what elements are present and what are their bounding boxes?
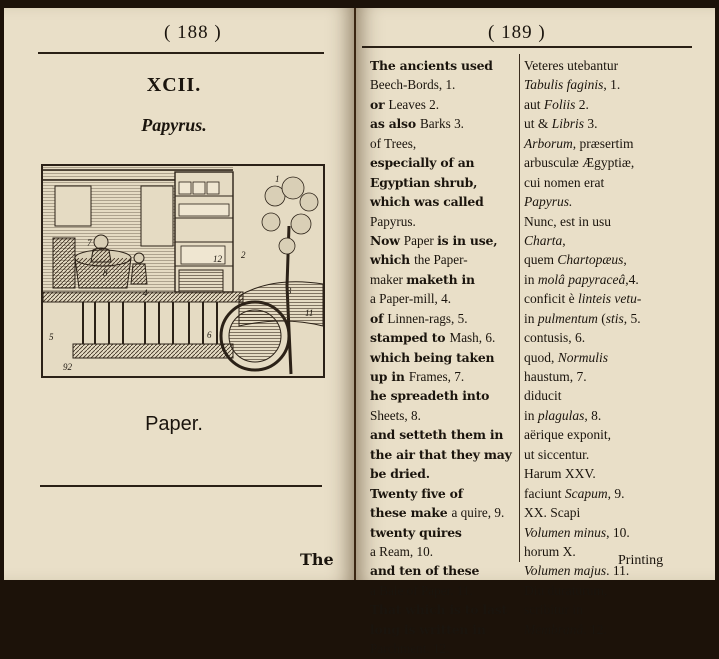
english-line xyxy=(370,75,520,94)
english-text-run: of Trees, xyxy=(370,135,417,151)
lesson-title: Papyrus. xyxy=(141,115,207,135)
latin-text-run: Normulis xyxy=(557,349,609,365)
page-number-left: ( 188 ) xyxy=(164,22,222,43)
english-line xyxy=(370,250,520,269)
latin-line xyxy=(524,445,709,464)
latin-text-run: Scapum xyxy=(564,485,608,501)
latin-line xyxy=(524,367,709,386)
english-text-run: and ten of these xyxy=(370,563,480,579)
english-text-run: a Ream, 10. xyxy=(370,543,433,559)
english-text-run: Egyptian shrub, xyxy=(370,174,478,190)
english-text-run: up in xyxy=(370,369,409,384)
english-text-run: The ancients used xyxy=(370,58,493,73)
english-text-run: That which is to last xyxy=(370,602,508,618)
latin-line xyxy=(524,600,709,619)
english-line xyxy=(370,270,520,289)
latin-text-run: ut & xyxy=(524,116,552,132)
lesson-caption: Paper. xyxy=(145,413,203,435)
latin-text-run: , 1. xyxy=(603,77,621,93)
english-text-run: be dried. xyxy=(370,466,430,482)
engraving-label-2: 2 xyxy=(241,250,246,260)
latin-line xyxy=(524,523,709,542)
engraving-label-4: 4 xyxy=(143,288,148,298)
english-line xyxy=(370,639,520,658)
english-line xyxy=(370,386,520,405)
catchword-left: The xyxy=(300,550,334,569)
latin-text-run: 3. xyxy=(584,116,598,132)
latin-line xyxy=(524,542,709,561)
lesson-number: XCII. xyxy=(146,74,202,96)
latin-text-run: , 10. xyxy=(606,524,630,540)
latin-text-run: Nunc, est in usu xyxy=(524,213,611,229)
english-line xyxy=(370,289,520,308)
latin-text-run: quod, xyxy=(524,349,558,365)
latin-text-run: aut xyxy=(524,96,544,112)
english-line xyxy=(370,367,520,386)
latin-line xyxy=(524,348,709,367)
latin-line xyxy=(524,75,709,94)
header-rule-right xyxy=(362,46,692,48)
english-text-run: a quire, 9. xyxy=(451,505,505,521)
latin-text-run: linteis vetu- xyxy=(577,291,642,307)
latin-line xyxy=(524,114,709,133)
english-line xyxy=(370,212,520,231)
english-text-run: is in use, xyxy=(437,232,498,248)
latin-text-run: in xyxy=(524,271,538,287)
latin-text-run: faciunt xyxy=(524,485,565,501)
latin-text-run: , 9. xyxy=(607,485,625,501)
english-line xyxy=(370,328,520,347)
english-text-run: Leaves 2. xyxy=(388,96,440,112)
engraving-label-5: 5 xyxy=(49,332,54,342)
engraving-label-8: 8 xyxy=(103,268,108,278)
latin-line xyxy=(524,95,709,114)
latin-text-run: , xyxy=(562,232,566,248)
english-line xyxy=(370,425,520,444)
latin-text-run: , 5. xyxy=(623,310,641,326)
english-text-run: he spreadeth into xyxy=(370,388,490,404)
latin-text-run: scribitur in xyxy=(524,602,583,618)
engraving-label-92: 92 xyxy=(63,362,72,372)
english-text-run: maker xyxy=(370,271,407,287)
latin-text-run: horum X. xyxy=(524,543,576,559)
english-line xyxy=(370,114,520,133)
engraving-label-12: 12 xyxy=(213,254,222,264)
latin-text-run: contusis, 6. xyxy=(524,330,586,346)
engraving-label-3: 3 xyxy=(287,286,292,296)
latin-text-run: . 11. xyxy=(606,563,630,579)
english-line xyxy=(370,484,520,503)
latin-text-run: stis xyxy=(605,310,624,326)
english-text-run: of xyxy=(370,310,388,326)
papermill-illustration xyxy=(43,166,323,376)
latin-line xyxy=(524,192,709,211)
latin-text-run: Papyrus. xyxy=(524,194,573,210)
english-line xyxy=(370,406,520,425)
latin-text-run: quem xyxy=(524,252,558,268)
latin-line xyxy=(524,173,709,192)
latin-text-run: ( xyxy=(597,310,606,326)
english-line xyxy=(370,445,520,464)
english-line xyxy=(370,348,520,367)
english-line xyxy=(370,95,520,114)
latin-line xyxy=(524,620,709,639)
latin-text-run: XX. Scapi xyxy=(524,505,581,521)
english-text-run: twenty quires xyxy=(370,524,462,540)
engraving-label-7: 7 xyxy=(87,238,92,248)
english-line xyxy=(370,309,520,328)
english-text-run: Parchment. 12. xyxy=(370,641,450,657)
english-text-run: Frames, 7. xyxy=(408,369,465,384)
english-text-run: especially of an xyxy=(370,155,475,171)
english-text-run: the Paper- xyxy=(414,252,468,268)
latin-text-run: Volumen minus xyxy=(524,524,607,540)
latin-text-run: conficit è xyxy=(524,291,578,307)
latin-line xyxy=(524,484,709,503)
latin-text-run: Chartopæus xyxy=(557,252,624,268)
english-text-run: stamped to xyxy=(370,330,450,346)
english-text-run: Twenty five of xyxy=(370,485,463,501)
english-line xyxy=(370,523,520,542)
latin-line xyxy=(524,309,709,328)
english-text-run: which was called xyxy=(370,194,484,210)
latin-line xyxy=(524,386,709,405)
english-text-run: Papyrus. xyxy=(370,213,416,229)
papermill-engraving xyxy=(41,164,325,378)
latin-text-run: pulmentum xyxy=(537,310,598,326)
latin-line xyxy=(524,153,709,172)
english-line xyxy=(370,542,520,561)
english-text-run: Beech-Bords, 1. xyxy=(370,77,456,93)
right-page xyxy=(356,8,715,657)
english-text-run: which xyxy=(370,252,415,268)
english-text-run: as also xyxy=(370,116,421,132)
latin-line xyxy=(524,561,709,580)
engraving-label-6: 6 xyxy=(207,330,212,340)
english-line xyxy=(370,600,520,619)
latin-text-run: Membranâ xyxy=(524,621,584,637)
latin-text-run: Tabulis faginis xyxy=(524,77,604,93)
english-line xyxy=(370,134,520,153)
latin-text-run: arbusculæ Ægyptiæ, xyxy=(524,155,635,171)
english-text-run: Mash, 6. xyxy=(449,330,496,346)
latin-text-run: Foliis xyxy=(543,96,576,112)
english-text-run: these make xyxy=(370,505,452,521)
latin-text-run: Veteres utebantur xyxy=(524,58,619,73)
latin-line xyxy=(524,212,709,231)
latin-line xyxy=(524,464,709,483)
latin-line xyxy=(524,289,709,308)
english-line xyxy=(370,231,520,250)
english-line xyxy=(370,192,520,211)
latin-column xyxy=(524,56,709,639)
latin-text-run: Arborum xyxy=(524,135,573,151)
header-rule-left xyxy=(38,52,324,54)
footer-rule-left xyxy=(40,485,322,487)
english-line xyxy=(370,620,520,639)
english-text-run: maketh in xyxy=(406,271,475,287)
latin-line xyxy=(524,56,709,75)
latin-text-run: . 12. xyxy=(583,621,607,637)
left-page xyxy=(4,8,354,580)
latin-text-run: Diu duraturum, xyxy=(524,582,608,598)
english-line xyxy=(370,153,520,172)
latin-text-run: diducit xyxy=(524,388,562,404)
latin-line xyxy=(524,581,709,600)
latin-text-run: cui nomen erat xyxy=(524,174,605,190)
english-text-run: Sheets, 8. xyxy=(370,407,421,423)
english-line xyxy=(370,561,520,580)
latin-line xyxy=(524,134,709,153)
latin-text-run: Volumen majus xyxy=(524,563,607,579)
english-text-run: the air that they may xyxy=(370,446,512,462)
latin-text-run: aërique exponit, xyxy=(524,427,611,443)
latin-line xyxy=(524,270,709,289)
latin-line xyxy=(524,503,709,522)
latin-text-run: in xyxy=(524,407,538,423)
latin-line xyxy=(524,425,709,444)
latin-text-run: molâ papyraceâ xyxy=(537,271,626,287)
catchword-right: Printing xyxy=(618,553,664,568)
english-text-run: Paper xyxy=(403,232,438,248)
english-line xyxy=(370,581,520,600)
latin-text-run: ,4. xyxy=(625,271,639,287)
latin-text-run: Libris xyxy=(551,116,585,132)
english-line xyxy=(370,503,520,522)
english-text-run: a Paper-mill, 4. xyxy=(370,291,452,307)
latin-text-run: in xyxy=(524,310,538,326)
english-column xyxy=(370,56,520,659)
english-text-run: or xyxy=(370,96,389,112)
latin-text-run: Charta xyxy=(524,232,563,248)
latin-line xyxy=(524,231,709,250)
english-text-run: Linnen-rags, 5. xyxy=(387,310,468,326)
english-line xyxy=(370,464,520,483)
latin-line xyxy=(524,250,709,269)
english-text-run: Barks 3. xyxy=(420,116,464,132)
english-text-run: and setteth them in xyxy=(370,427,504,443)
english-text-run: long is written in xyxy=(370,621,486,637)
latin-text-run: , 8. xyxy=(584,407,602,423)
latin-text-run: Harum XXV. xyxy=(524,466,596,482)
engraving-label-1: 1 xyxy=(275,174,280,184)
english-line xyxy=(370,56,520,75)
english-text-run: a Bale of Paper. 11. xyxy=(370,582,473,598)
latin-line xyxy=(524,406,709,425)
engraving-label-11: 11 xyxy=(305,308,314,318)
latin-text-run: plagulas xyxy=(537,407,585,423)
latin-line xyxy=(524,328,709,347)
latin-text-run: , xyxy=(623,252,627,268)
latin-text-run: ut siccentur. xyxy=(524,446,590,462)
english-text-run: which being taken xyxy=(370,349,495,365)
english-text-run: Now xyxy=(370,232,404,248)
latin-text-run: haustum, 7. xyxy=(524,369,587,384)
latin-text-run: 2. xyxy=(575,96,589,112)
english-line xyxy=(370,173,520,192)
page-number-right: ( 189 ) xyxy=(488,22,546,43)
latin-text-run: , præsertim xyxy=(572,135,634,151)
